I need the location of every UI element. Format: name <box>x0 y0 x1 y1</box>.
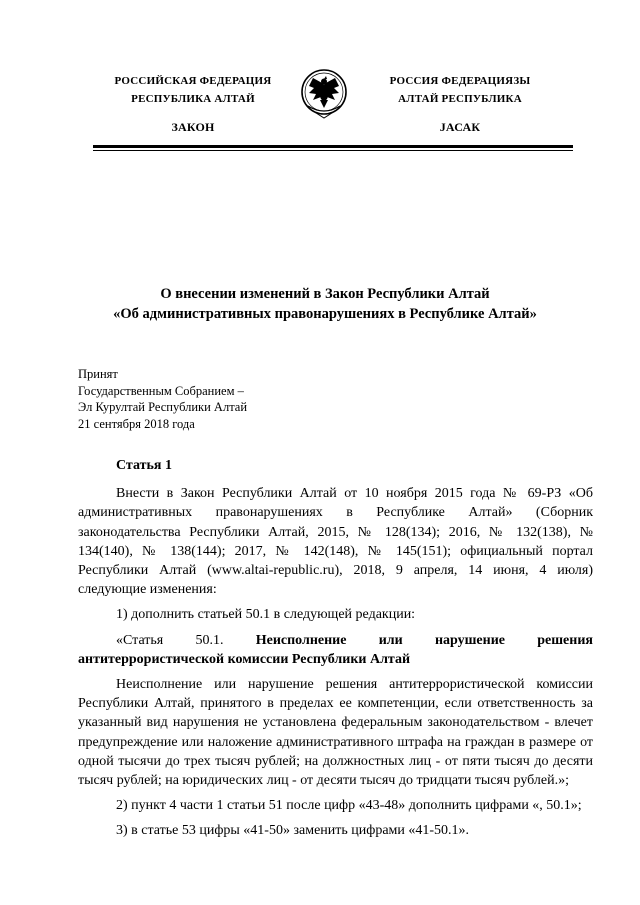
amendment-item-1: 1) дополнить статьей 50.1 в следующей редакции: <box>116 607 416 623</box>
header-republic-alt: АЛТАЙ РЕСПУБЛИКА <box>398 93 522 105</box>
header-rule-thin <box>93 150 573 151</box>
amendment-item-2: 2) пункт 4 части 1 статьи 51 после цифр «43-48» дополнить цифрами «, 50.1»; <box>116 798 582 814</box>
amendment-item-3: 3) в статье 53 цифры «41-50» заменить цифрами «41-50.1». <box>116 823 470 839</box>
adoption-line-2: Государственным Собранием – <box>78 383 244 398</box>
header-country-ru: РОССИЙСКАЯ ФЕДЕРАЦИЯ <box>114 75 272 87</box>
adoption-line-1: Принят <box>78 367 118 381</box>
adoption-date: 21 сентября 2018 года <box>78 416 195 431</box>
law-title-line-1: О внесении изменений в Закон Республики Алтай <box>160 286 490 302</box>
new-article-text: Неисполнение или нарушение решения антитеррористической комиссии Республики Алтай, принятого в пределах ее компетенции, если ответственность за указанный вид нарушения не установлена федеральным законодательством - влечет предупреждение или наложение административного штрафа на граждан в размере от одной тысячи до трех тысяч рублей; на должностных лиц - от пяти тысяч до десяти тысяч рублей; на юридических лиц - от десяти тысяч до тридцати тысяч рублей.»; <box>78 677 593 789</box>
new-article-word-4: решения <box>537 632 593 648</box>
article-heading: Статья 1 <box>116 458 172 473</box>
law-title-line-2: «Об административных правонарушениях в Республике Алтай» <box>113 306 537 322</box>
new-article-heading <box>78 631 593 669</box>
new-article-word-2: или <box>378 632 403 648</box>
header-doc-type-alt: ЈАСАК <box>439 120 481 134</box>
header-rule-thick <box>93 145 573 148</box>
header-left-block <box>78 72 308 136</box>
new-article-number: 50.1. <box>195 632 224 648</box>
law-title <box>60 284 590 324</box>
header-right-block <box>345 72 575 136</box>
header-doc-type-ru: ЗАКОН <box>171 120 215 134</box>
coat-of-arms-emblem-icon <box>299 66 349 122</box>
header-republic-ru: РЕСПУБЛИКА АЛТАЙ <box>131 93 255 105</box>
article-intro-paragraph: Внести в Закон Республики Алтай от 10 ноября 2015 года № 69-РЗ «Об административных правонарушениях в Республике Алтай» (Сборник законодательства Республики Алтай, 2015, № 128(134); 2016, № 132(138), № 134(140), № 138(144); 2017, № 142(148), № 145(151); официальный портал Республики Алтай (www.altai-republic.ru), 2018, 9 апреля, 14 июня, 4 июля) следующие изменения: <box>78 486 593 598</box>
header-country-alt: РОССИЯ ФЕДЕРАЦИЯЗЫ <box>389 75 531 87</box>
adoption-line-3: Эл Курултай Республики Алтай <box>78 400 248 414</box>
new-article-heading-line-2: антитеррористической комиссии Республики Алтай <box>78 651 411 667</box>
new-article-word-1: Неисполнение <box>255 632 347 648</box>
article-1 <box>78 456 593 841</box>
adoption-block <box>78 366 378 432</box>
new-article-word-statya: «Статья <box>116 632 164 648</box>
new-article-word-3: нарушение <box>434 632 505 648</box>
